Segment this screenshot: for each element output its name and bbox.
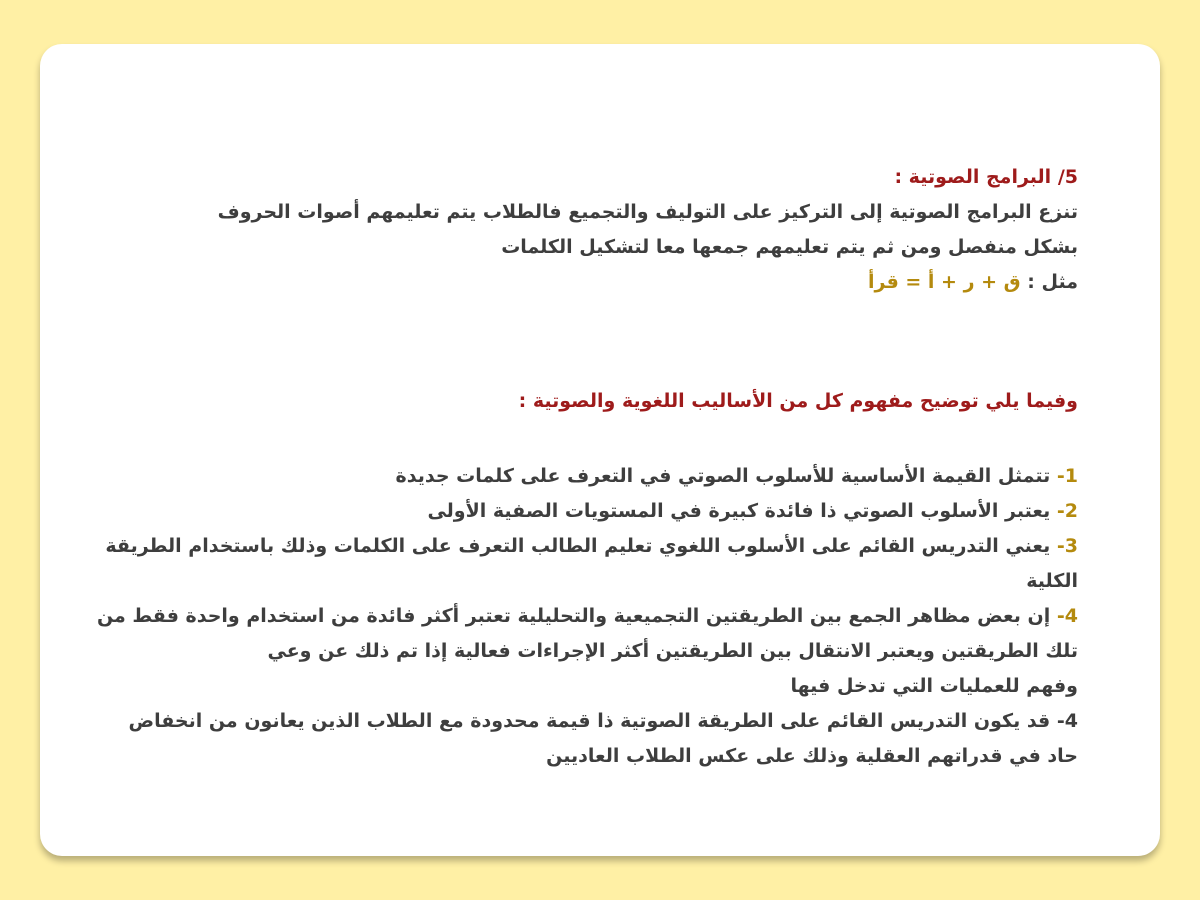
section-line-1: تنزع البرامج الصوتية إلى التركيز على التوليف والتجميع فالطلاب يتم تعليمهم أصوات الحروف: [217, 201, 1078, 223]
points-list: [96, 459, 1078, 774]
item-text: قد يكون التدريس القائم على الطريقة الصوتية ذا قيمة محدودة مع الطلاب الذين يعانون من انخفاض: [128, 710, 1051, 732]
item-text: يعتبر الأسلوب الصوتي ذا فائدة كبيرة في المستويات الصفية الأولى: [427, 500, 1051, 522]
list-item-continuation: حاد في قدراتهم العقلية وذلك على عكس الطلاب العاديين: [546, 745, 1078, 767]
item-text: تتمثل القيمة الأساسية للأسلوب الصوتي في التعرف على كلمات جديدة: [395, 465, 1051, 487]
section-5: [118, 160, 1078, 300]
item-number: 3-: [1056, 535, 1078, 557]
item-text: إن بعض مظاهر الجمع بين الطريقتين التجميعية والتحليلية تعتبر أكثر فائدة من استخدام واحدة فقط من: [96, 605, 1051, 627]
list-item: [118, 459, 1078, 494]
section-number: 5/: [1057, 166, 1078, 188]
section-heading: [118, 160, 1078, 195]
section-line-2: بشكل منفصل ومن ثم يتم تعليمهم جمعها معا لتشكيل الكلمات: [501, 236, 1078, 258]
list-item: [105, 529, 1078, 564]
example-label: مثل :: [1027, 271, 1078, 293]
list-item: [96, 599, 1078, 634]
list-item-continuation: الكلية: [1026, 570, 1078, 592]
item-number: 1-: [1056, 465, 1078, 487]
slide-card: [40, 44, 1160, 856]
example-value: ق + ر + أ = قرأ: [868, 271, 1021, 293]
example-line: [118, 265, 1078, 300]
list-item-continuation: وفهم للعمليات التي تدخل فيها: [790, 675, 1078, 697]
list-item: [118, 494, 1078, 529]
item-text: يعني التدريس القائم على الأسلوب اللغوي تعليم الطالب التعرف على الكلمات وذلك باستخدام الطريقة: [105, 535, 1051, 557]
item-number: 4-: [1056, 605, 1078, 627]
section-title: البرامج الصوتية :: [894, 166, 1052, 188]
list-item-continuation: تلك الطريقتين ويعتبر الانتقال بين الطريقتين أكثر الإجراءات فعالية إذا تم ذلك عن وعي: [267, 640, 1078, 662]
item-number: 4-: [1056, 710, 1078, 732]
list-item: [118, 704, 1078, 739]
item-number: 2-: [1056, 500, 1078, 522]
subheading: وفيما يلي توضيح مفهوم كل من الأساليب اللغوية والصوتية :: [518, 390, 1078, 412]
